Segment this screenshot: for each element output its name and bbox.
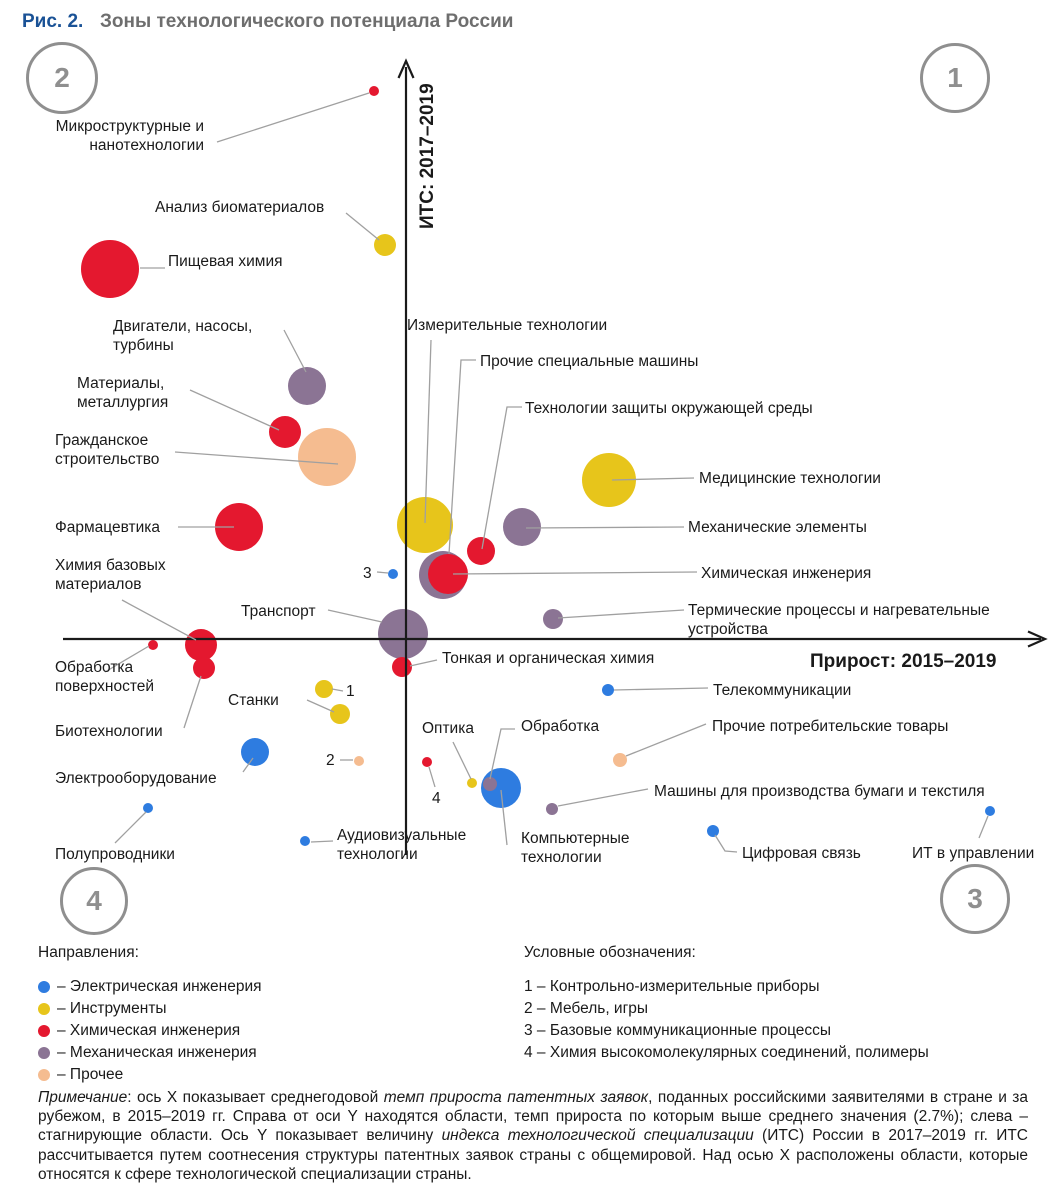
label-electrical-equipment: Электрооборудование bbox=[55, 770, 217, 787]
bubble-micro-nano bbox=[369, 86, 379, 96]
bubble-telecommunications bbox=[602, 684, 614, 696]
label-other-special-machines: Прочие специальные машины bbox=[480, 353, 699, 370]
legend-directions bbox=[38, 942, 262, 1086]
x-axis-label: Прирост: 2015–2019 bbox=[810, 651, 997, 672]
leader-line-thermal-processes bbox=[558, 610, 684, 618]
y-axis-label: ИТС: 2017–2019 bbox=[417, 83, 438, 229]
legend-item-label: – Химическая инженерия bbox=[57, 1022, 241, 1039]
bubble-biotech bbox=[193, 657, 215, 679]
bubble-digital-communication bbox=[707, 825, 719, 837]
leader-line-chemical-engineering bbox=[453, 572, 697, 574]
bubble-machine-tools bbox=[330, 704, 350, 724]
label-audiovisual-tech: Аудиовизуальные технологии bbox=[337, 827, 467, 863]
symbol-item-1: 1 – Контрольно-измерительные приборы bbox=[524, 978, 820, 995]
label-control-instruments: 1 bbox=[346, 683, 355, 700]
bubble-biomaterials bbox=[374, 234, 396, 256]
label-paper-textile-machines: Машины для производства бумаги и текстиля bbox=[654, 783, 985, 800]
symbol-item-2: 2 – Мебель, игры bbox=[524, 1000, 648, 1017]
leader-line-other-consumer-goods bbox=[626, 724, 706, 756]
bubble-environment-protection bbox=[467, 537, 495, 565]
leader-line-biomaterials bbox=[346, 213, 379, 240]
legend-item-label: – Прочее bbox=[57, 1066, 124, 1083]
label-digital-communication: Цифровая связь bbox=[742, 845, 861, 862]
label-base-chemistry: Химия базовых материалов bbox=[55, 557, 166, 593]
bubble-pharmaceutics bbox=[215, 503, 263, 551]
bubble-measurement-tech bbox=[397, 497, 453, 553]
label-engines-pumps-turbines: Двигатели, насосы, турбины bbox=[113, 318, 253, 354]
legend-directions-heading: Направления: bbox=[38, 944, 139, 961]
electrical-dot-icon bbox=[38, 981, 50, 993]
leader-line-engines-pumps-turbines bbox=[284, 330, 306, 372]
bubble-optics bbox=[467, 778, 477, 788]
legend-symbols-items bbox=[524, 976, 929, 1064]
leader-line-transport bbox=[328, 610, 382, 622]
symbol-item-3: 3 – Базовые коммуникационные процессы bbox=[524, 1022, 832, 1039]
chemical-dot-icon bbox=[38, 1025, 50, 1037]
leader-line-it-management bbox=[979, 816, 988, 838]
other-dot-icon bbox=[38, 1069, 50, 1081]
legend-item-other bbox=[38, 1064, 262, 1086]
label-environment-protection: Технологии защиты окружающей среды bbox=[525, 400, 813, 417]
footnote-italic-segment: темп прироста патентных заявок bbox=[383, 1089, 649, 1106]
quadrant-marker-4: 4 bbox=[60, 867, 128, 935]
leader-line-mechanical-elements bbox=[526, 527, 684, 528]
leader-line-base-chemistry bbox=[122, 600, 196, 640]
label-pharmaceutics: Фармацевтика bbox=[55, 519, 161, 536]
label-micro-nano: Микроструктурные и нанотехнологии bbox=[55, 118, 204, 154]
leader-line-biotech bbox=[184, 676, 201, 728]
leader-line-micro-nano bbox=[217, 93, 369, 142]
label-medical-tech: Медицинские технологии bbox=[699, 470, 881, 487]
bubble-surface-processing bbox=[148, 640, 158, 650]
bubble-other-consumer-goods bbox=[613, 753, 627, 767]
leader-line-polymer-chemistry bbox=[429, 767, 435, 787]
bubble-polymer-chemistry bbox=[422, 757, 432, 767]
bubble-electrical-equipment bbox=[241, 738, 269, 766]
label-optics: Оптика bbox=[422, 720, 474, 737]
figure-number: Рис. 2. bbox=[22, 11, 84, 32]
label-it-management: ИТ в управлении bbox=[912, 845, 1035, 862]
leader-line-fine-organic-chemistry bbox=[410, 660, 437, 666]
leader-line-semiconductors bbox=[115, 812, 146, 843]
label-chemical-engineering: Химическая инженерия bbox=[701, 565, 872, 582]
label-semiconductors: Полупроводники bbox=[55, 846, 175, 863]
leader-line-paper-textile-machines bbox=[558, 789, 648, 806]
leader-line-control-instruments bbox=[332, 689, 343, 691]
label-measurement-tech: Измерительные технологии bbox=[407, 317, 608, 334]
page-title: Зоны технологического потенциала России bbox=[100, 11, 514, 32]
label-materials-metallurgy: Материалы, металлургия bbox=[77, 375, 169, 411]
quadrant-marker-1: 1 bbox=[920, 43, 990, 113]
leader-line-audiovisual-tech bbox=[311, 841, 333, 842]
legend-item-label: – Механическая инженерия bbox=[57, 1044, 257, 1061]
label-furniture-games: 2 bbox=[326, 752, 335, 769]
bubble-chemical-engineering bbox=[428, 554, 468, 594]
legend-item-label: – Инструменты bbox=[57, 1000, 167, 1017]
legend-symbols bbox=[524, 942, 929, 1064]
bubble-audiovisual-tech bbox=[300, 836, 310, 846]
bubble-materials-metallurgy bbox=[269, 416, 301, 448]
bubble-engines-pumps-turbines bbox=[288, 367, 326, 405]
leader-line-optics bbox=[453, 742, 471, 779]
leader-line-telecommunications bbox=[614, 688, 708, 690]
bubble-civil-engineering bbox=[298, 428, 356, 486]
label-mechanical-elements: Механические элементы bbox=[688, 519, 867, 536]
label-telecommunications: Телекоммуникации bbox=[713, 682, 852, 699]
leader-line-basic-communication bbox=[377, 572, 388, 573]
bubble-basic-communication bbox=[388, 569, 398, 579]
footnote-italic-segment: Примечание bbox=[38, 1089, 128, 1106]
x-axis-arrow-icon bbox=[1028, 632, 1045, 647]
label-processing: Обработка bbox=[521, 718, 600, 735]
label-fine-organic-chemistry: Тонкая и органическая химия bbox=[442, 650, 655, 667]
footnote-segment: , поданных российскими заявителями в стране и за рубежом, в 2015–2019 гг. Справа от оси Y находятся области, темп прироста по которым выше среднего значения (2.7%); слева – стагнирующие области. Ось Y показывает величину bbox=[38, 1089, 1029, 1145]
label-civil-engineering: Гражданское строительство bbox=[55, 432, 160, 468]
bubble-thermal-processes bbox=[543, 609, 563, 629]
bubble-mechanical-elements bbox=[503, 508, 541, 546]
instruments-dot-icon bbox=[38, 1003, 50, 1015]
label-computer-tech: Компьютерные технологии bbox=[521, 830, 630, 866]
legend-item-mechanical bbox=[38, 1042, 262, 1064]
bubble-control-instruments bbox=[315, 680, 333, 698]
mechanical-dot-icon bbox=[38, 1047, 50, 1059]
legend-symbols-heading: Условные обозначения: bbox=[524, 944, 696, 961]
leader-line-measurement-tech bbox=[425, 340, 431, 523]
legend-item-electrical bbox=[38, 976, 262, 998]
label-surface-processing: Обработка поверхностей bbox=[55, 659, 155, 695]
symbol-item-4: 4 – Химия высокомолекулярных соединений, полимеры bbox=[524, 1044, 929, 1061]
label-polymer-chemistry: 4 bbox=[432, 790, 441, 807]
quadrant-marker-2: 2 bbox=[26, 42, 98, 114]
label-thermal-processes: Термические процессы и нагревательные устройства bbox=[688, 602, 990, 638]
legend-item-label: – Электрическая инженерия bbox=[57, 978, 262, 995]
label-food-chemistry: Пищевая химия bbox=[168, 253, 283, 270]
leader-line-other-special-machines bbox=[449, 360, 476, 554]
bubble-fine-organic-chemistry bbox=[392, 657, 412, 677]
leader-line-digital-communication bbox=[715, 835, 737, 852]
label-biomaterials: Анализ биоматериалов bbox=[155, 199, 325, 216]
bubble-food-chemistry bbox=[81, 240, 139, 298]
legend-directions-items bbox=[38, 976, 262, 1086]
bubble-furniture-games bbox=[354, 756, 364, 766]
bubble-semiconductors bbox=[143, 803, 153, 813]
label-biotech: Биотехнологии bbox=[55, 723, 163, 740]
legend-item-chemical bbox=[38, 1020, 262, 1042]
bubble-paper-textile-machines bbox=[546, 803, 558, 815]
bubble-it-management bbox=[985, 806, 995, 816]
legend-item-instruments bbox=[38, 998, 262, 1020]
footnote-segment: : ось X показывает среднегодовой bbox=[127, 1089, 384, 1106]
label-machine-tools: Станки bbox=[228, 692, 279, 709]
bubble-medical-tech bbox=[582, 453, 636, 507]
bubble-transport bbox=[378, 609, 428, 659]
label-other-consumer-goods: Прочие потребительские товары bbox=[712, 718, 949, 735]
leader-line-materials-metallurgy bbox=[190, 390, 279, 430]
footnote-segment: (ИТС) России в 2017–2019 гг. ИТС рассчитывается путем соотнесения структуры патентных заявок страны с общемировой. Над осью X расположены области, которые относятся к сфере технологической специализации страны. bbox=[38, 1127, 1028, 1183]
footnote-italic-segment: индекса технологической специализации bbox=[441, 1127, 754, 1145]
label-basic-communication: 3 bbox=[363, 565, 372, 582]
footnote bbox=[38, 1088, 1028, 1184]
label-transport: Транспорт bbox=[241, 603, 316, 620]
bubble-processing bbox=[483, 777, 497, 791]
y-axis-arrow-icon bbox=[399, 61, 414, 78]
quadrant-marker-3: 3 bbox=[940, 864, 1010, 934]
